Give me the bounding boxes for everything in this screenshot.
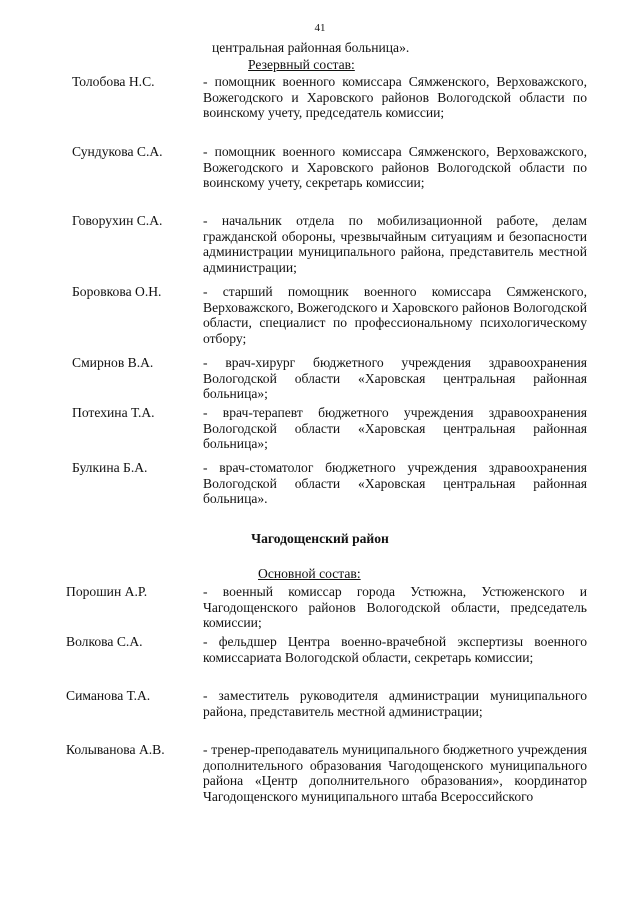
member-role: - тренер-преподаватель муниципального бюджетного учреждения дополнительного образования Чагодощенского муниципального района «Центр дополнительного образования», координатор Чагодощенского муниципального штаба Всероссийского <box>203 742 587 804</box>
member-role: - начальник отдела по мобилизационной работе, делам гражданской обороны, чрезвычайным ситуациям и безопасности администрации муниципального района, представитель местной администрации; <box>203 213 587 275</box>
district-title: Чагодощенский район <box>251 531 389 546</box>
member-role: - врач-стоматолог бюджетного учреждения здравоохранения Вологодской области «Харовская центральная районная больница». <box>203 460 587 506</box>
reserve-section-heading: Резервный состав: <box>248 57 355 72</box>
member-name: Булкина Б.А. <box>72 460 148 475</box>
member-name: Толобова Н.С. <box>72 74 155 89</box>
member-name: Сундукова С.А. <box>72 144 163 159</box>
continuation-line: центральная районная больница». <box>212 40 410 55</box>
member-name: Волкова С.А. <box>66 634 143 649</box>
member-role: - врач-терапевт бюджетного учреждения здравоохранения Вологодской области «Харовская центральная районная больница»; <box>203 405 587 451</box>
member-role: - заместитель руководителя администрации муниципального района, представитель местной администрации; <box>203 688 587 719</box>
member-name: Колыванова А.В. <box>66 742 165 757</box>
member-name: Боровкова О.Н. <box>72 284 162 299</box>
member-role: - военный комиссар города Устюжна, Устюженского и Чагодощенского районов Вологодской области, председатель комиссии; <box>203 584 587 630</box>
member-role: - врач-хирург бюджетного учреждения здравоохранения Вологодской области «Харовская центральная районная больница»; <box>203 355 587 401</box>
member-name: Порошин А.Р. <box>66 584 148 599</box>
main-section-heading: Основной состав: <box>258 566 361 581</box>
member-name: Симанова Т.А. <box>66 688 151 703</box>
member-role: - фельдшер Центра военно-врачебной экспертизы военного комиссариата Вологодской области, секретарь комиссии; <box>203 634 587 665</box>
page-number: 41 <box>314 22 326 34</box>
member-role: - старший помощник военного комиссара Сямженского, Верховажского, Вожегодского и Харовского районов Вологодской области, специалист по профессиональному психологическому отбору; <box>203 284 587 346</box>
member-name: Говорухин С.А. <box>72 213 163 228</box>
member-name: Смирнов В.А. <box>72 355 154 370</box>
member-role: - помощник военного комиссара Сямженского, Верховажского, Вожегодского и Харовского районов Вологодской области по воинскому учету, председатель комиссии; <box>203 74 587 120</box>
member-role: - помощник военного комиссара Сямженского, Верховажского, Вожегодского и Харовского районов Вологодской области по воинскому учету, секретарь комиссии; <box>203 144 587 190</box>
member-name: Потехина Т.А. <box>72 405 155 420</box>
